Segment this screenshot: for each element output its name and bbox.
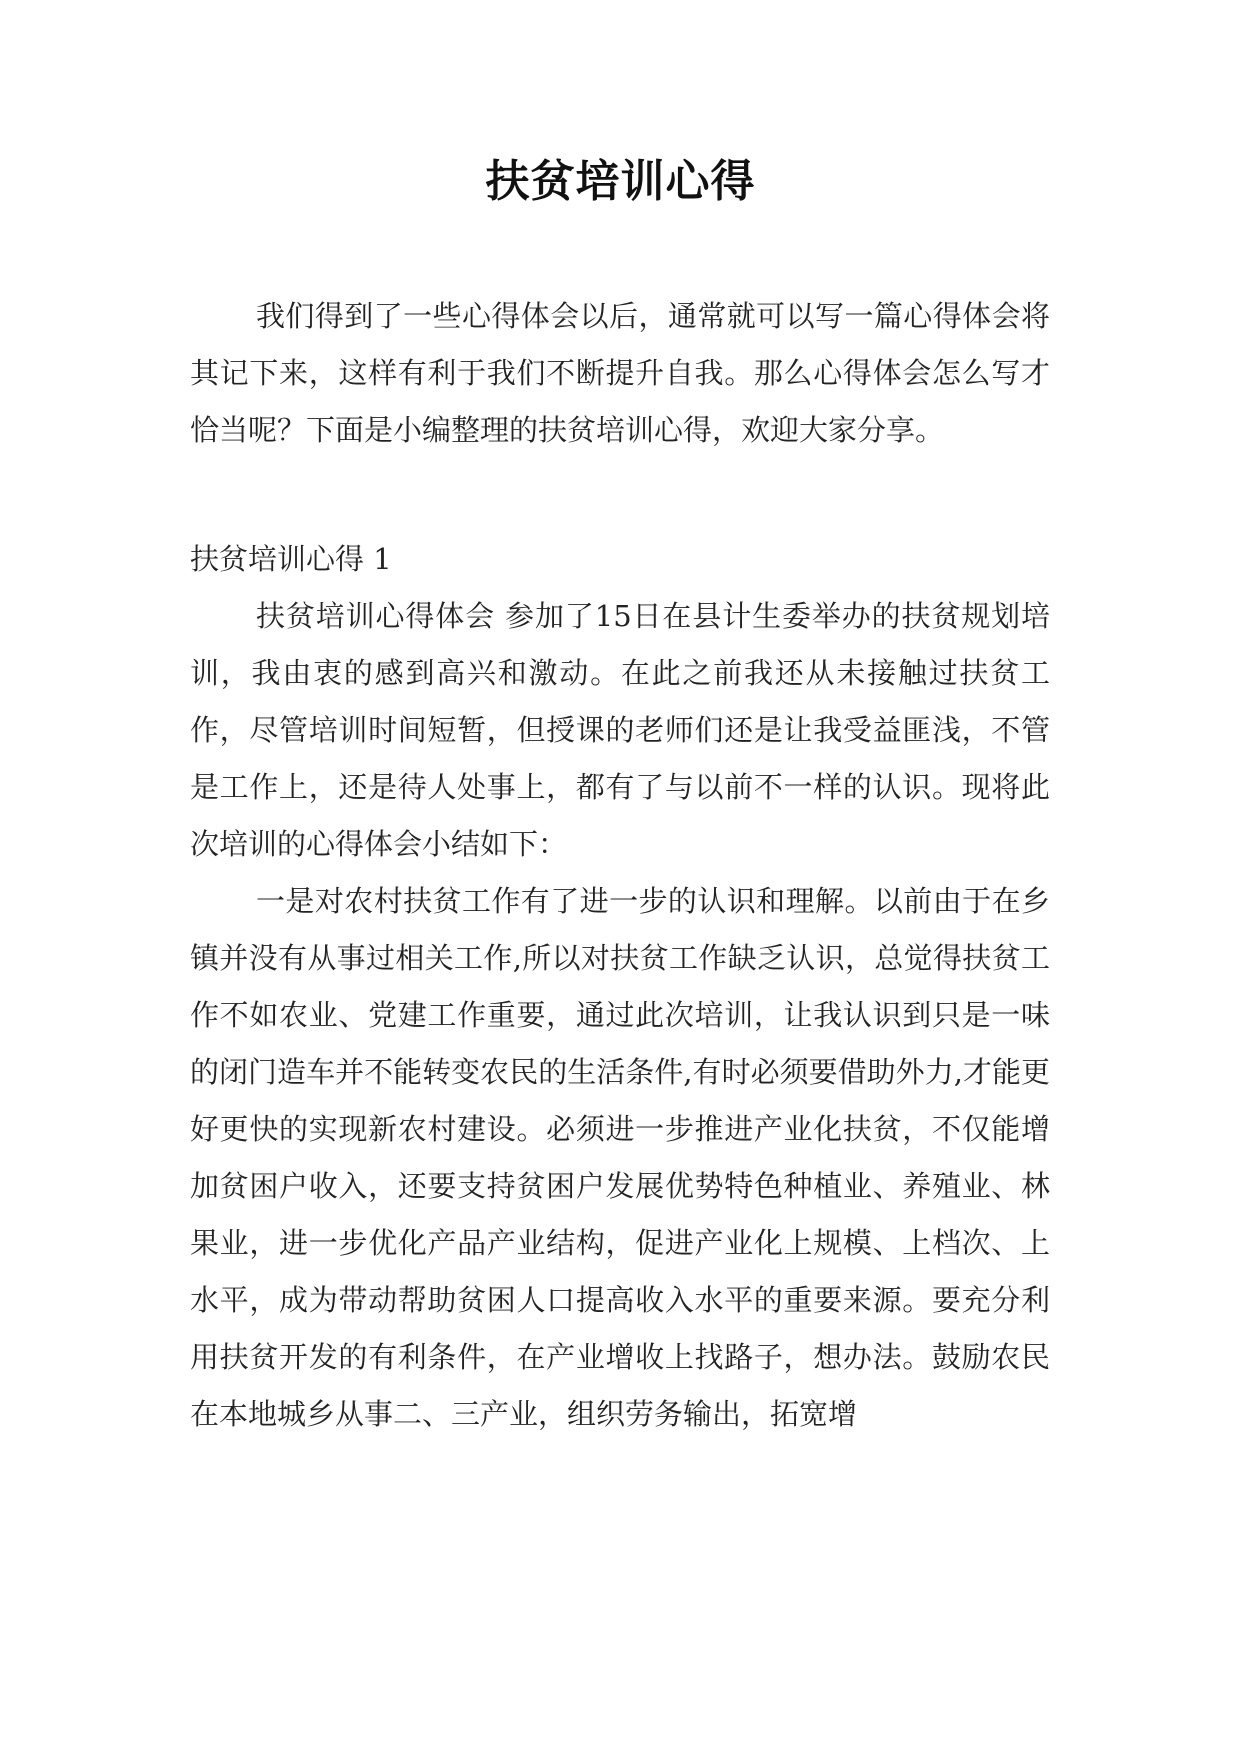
intro-paragraph: 我们得到了一些心得体会以后，通常就可以写一篇心得体会将其记下来，这样有利于我们不断提升自我。那么心得体会怎么写才恰当呢？下面是小编整理的扶贫培训心得，欢迎大家分享。 xyxy=(190,299,1050,447)
section-heading: 扶贫培训心得 1 xyxy=(190,542,392,576)
body-paragraph-1: 扶贫培训心得体会 参加了15日在县计生委举办的扶贫规划培训，我由衷的感到高兴和激动。在此之前我还从未接触过扶贫工作，尽管培训时间短暂，但授课的老师们还是让我受益匪浅，不管是工作上，还是待人处事上，都有了与以前不一样的认识。现将此次培训的心得体会小结如下： xyxy=(190,599,1050,861)
document-title: 扶贫培训心得 xyxy=(485,156,756,207)
document-body xyxy=(190,288,1050,1443)
body-paragraph-2: 一是对农村扶贫工作有了进一步的认识和理解。以前由于在乡镇并没有从事过相关工作,所以对扶贫工作缺乏认识，总觉得扶贫工作不如农业、党建工作重要，通过此次培训，让我认识到只是一味的闭门造车并不能转变农民的生活条件,有时必须要借助外力,才能更好更快的实现新农村建设。必须进一步推进产业化扶贫，不仅能增加贫困户收入，还要支持贫困户发展优势特色种植业、养殖业、林果业，进一步优化产品产业结构，促进产业化上规模、上档次、上水平，成为带动帮助贫困人口提高收入水平的重要来源。要充分利用扶贫开发的有利条件，在产业增收上找路子，想办法。鼓励农民在本地城乡从事二、三产业，组织劳务输出，拓宽增 xyxy=(190,884,1050,1431)
